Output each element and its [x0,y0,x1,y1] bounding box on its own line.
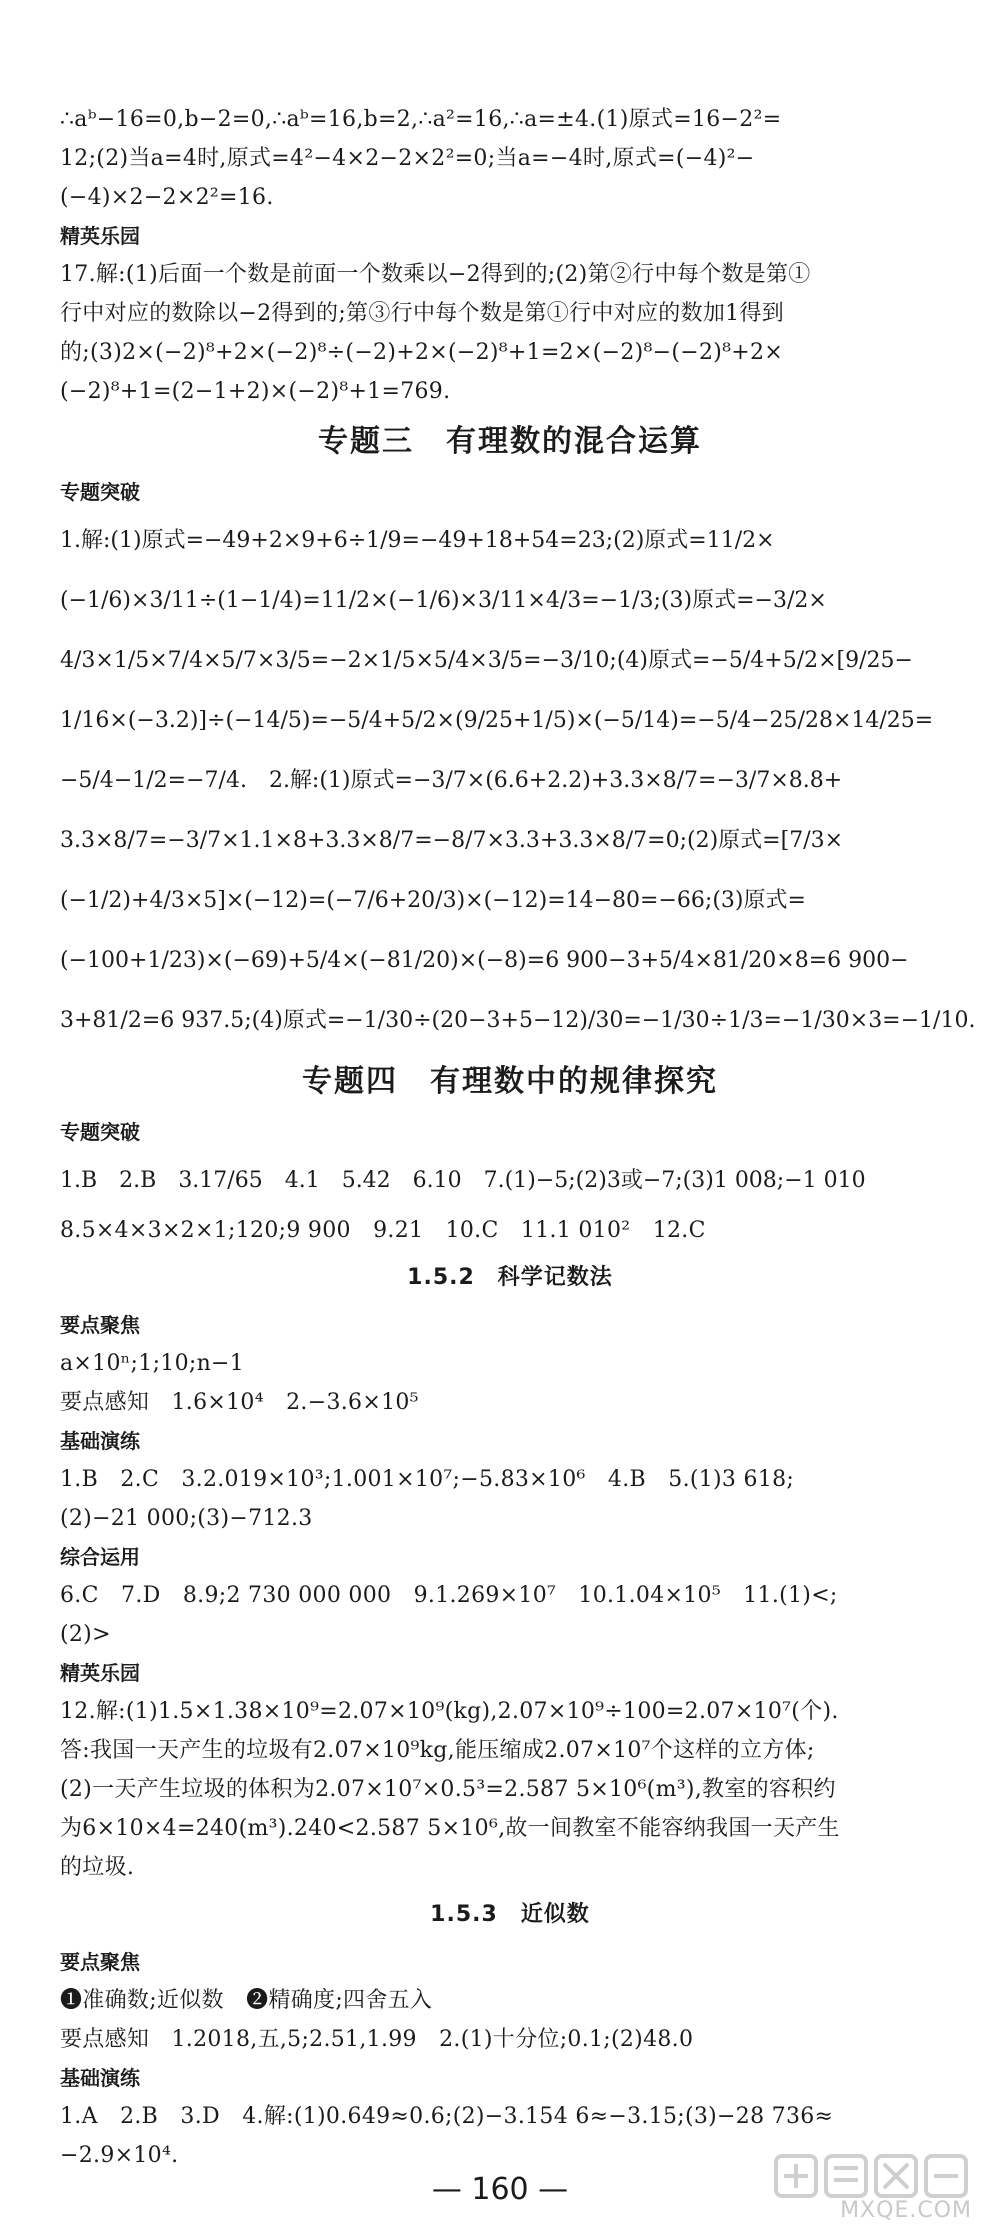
formula-line: 1.解:(1)原式=−49+2×9+6÷1/9=−49+18+54=23;(2)原式=11/2× [60,528,775,553]
topic-title: 专题三 有理数的混合运算 [318,424,702,459]
answer-line: −2.9×10⁴. [60,2143,179,2168]
answer-line: 6.C 7.D 8.9;2 730 000 000 9.1.269×10⁷ 10.1.04×10⁵ 11.(1)<; [60,1583,838,1608]
answer-line: 行中对应的数除以−2得到的;第③行中每个数是第①行中对应的数加1得到 [60,301,785,326]
formula-line: 1/16×(−3.2)]÷(−14/5)=−5/4+5/2×(9/25+1/5)×(−5/14)=−5/4−25/28×14/25= [60,708,934,733]
answer-line: (−2)⁸+1=(2−1+2)×(−2)⁸+1=769. [60,379,451,404]
answer-line: (−4)×2−2×2²=16. [60,185,274,210]
answer-line: (2)−21 000;(3)−712.3 [60,1506,313,1531]
watermark-text: MXQE.COM [840,2198,972,2223]
formula-line: 1.B 2.B 3.17/65 4.1 5.42 6.10 7.(1)−5;(2)3或−7;(3)1 008;−1 010 [60,1168,866,1193]
answer-line: 的;(3)2×(−2)⁸+2×(−2)⁸÷(−2)+2×(−2)⁸+1=2×(−2)⁸−(−2)⁸+2× [60,340,784,365]
answer-page [60,100,976,2175]
formula-line: 3+81/2=6 937.5;(4)原式=−1/30÷(20−3+5−12)/30=−1/30÷1/3=−1/30×3=−1/10. [60,1008,976,1033]
answer-line: 的垃圾. [60,1855,135,1880]
answer-line: (2)> [60,1622,111,1647]
subsection-title: 1.5.2 科学记数法 [407,1265,613,1290]
formula-line: (−1/6)×3/11÷(1−1/4)=11/2×(−1/6)×3/11×4/3=−1/3;(3)原式=−3/2× [60,588,827,613]
formula-line: 4/3×1/5×7/4×5/7×3/5=−2×1/5×5/4×3/5=−3/10;(4)原式=−5/4+5/2×[9/25− [60,648,913,673]
formula-line: −5/4−1/2=−7/4. 2.解:(1)原式=−3/7×(6.6+2.2)+3.3×8/7=−3/7×8.8+ [60,768,843,793]
answer-line: ∴aᵇ−16=0,b−2=0,∴aᵇ=16,b=2,∴a²=16,∴a=±4.(1)原式=16−2²= [60,107,782,132]
formula-line: 3.3×8/7=−3/7×1.1×8+3.3×8/7=−8/7×3.3+3.3×8/7=0;(2)原式=[7/3× [60,828,844,853]
answer-line: 为6×10×4=240(m³).240<2.587 5×10⁶,故一间教室不能容纳我国一天产生 [60,1816,840,1841]
answer-line: (2)一天产生垃圾的体积为2.07×10⁷×0.5³=2.587 5×10⁶(m³),教室的容积约 [60,1777,836,1802]
section-heading: 要点聚焦 [60,1313,140,1337]
topic-title: 专题四 有理数中的规律探究 [302,1064,718,1099]
formula-line: (−1/2)+4/3×5]×(−12)=(−7/6+20/3)×(−12)=14−80=−66;(3)原式= [60,888,806,913]
section-heading: 基础演练 [60,1429,140,1453]
answer-line: 要点感知 1.2018,五,5;2.51,1.99 2.(1)十分位;0.1;(2)48.0 [60,2027,694,2052]
section-heading: 精英乐园 [60,224,140,248]
answer-line: 12.解:(1)1.5×1.38×10⁹=2.07×10⁹(kg),2.07×10⁹÷100=2.07×10⁷(个). [60,1699,839,1724]
formula-line: (−100+1/23)×(−69)+5/4×(−81/20)×(−8)=6 900−3+5/4×81/20×8=6 900− [60,948,909,973]
section-heading: 专题突破 [60,480,140,504]
answer-line: ❶准确数;近似数 ❷精确度;四舍五入 [60,1988,433,2013]
answer-line: 要点感知 1.6×10⁴ 2.−3.6×10⁵ [60,1390,419,1415]
section-heading: 综合运用 [60,1545,140,1569]
answer-line: a×10ⁿ;1;10;n−1 [60,1351,245,1376]
answer-line: 1.A 2.B 3.D 4.解:(1)0.649≈0.6;(2)−3.154 6≈−3.15;(3)−28 736≈ [60,2104,834,2129]
answer-line: 17.解:(1)后面一个数是前面一个数乘以−2得到的;(2)第②行中每个数是第① [60,262,811,287]
section-heading: 要点聚焦 [60,1950,140,1974]
subsection-title: 1.5.3 近似数 [430,1902,590,1927]
answer-line: 8.5×4×3×2×1;120;9 900 9.21 10.C 11.1 010² 12.C [60,1218,706,1243]
answer-line: 1.B 2.C 3.2.019×10³;1.001×10⁷;−5.83×10⁶ 4.B 5.(1)3 618; [60,1467,795,1492]
section-heading: 基础演练 [60,2066,140,2090]
answer-line: 12;(2)当a=4时,原式=4²−4×2−2×2²=0;当a=−4时,原式=(−4)²− [60,146,755,171]
section-heading: 专题突破 [60,1120,140,1144]
section-heading: 精英乐园 [60,1661,140,1685]
page-number: — 160 — [431,2172,569,2207]
answer-line: 答:我国一天产生的垃圾有2.07×10⁹kg,能压缩成2.07×10⁷个这样的立方体; [60,1738,815,1763]
